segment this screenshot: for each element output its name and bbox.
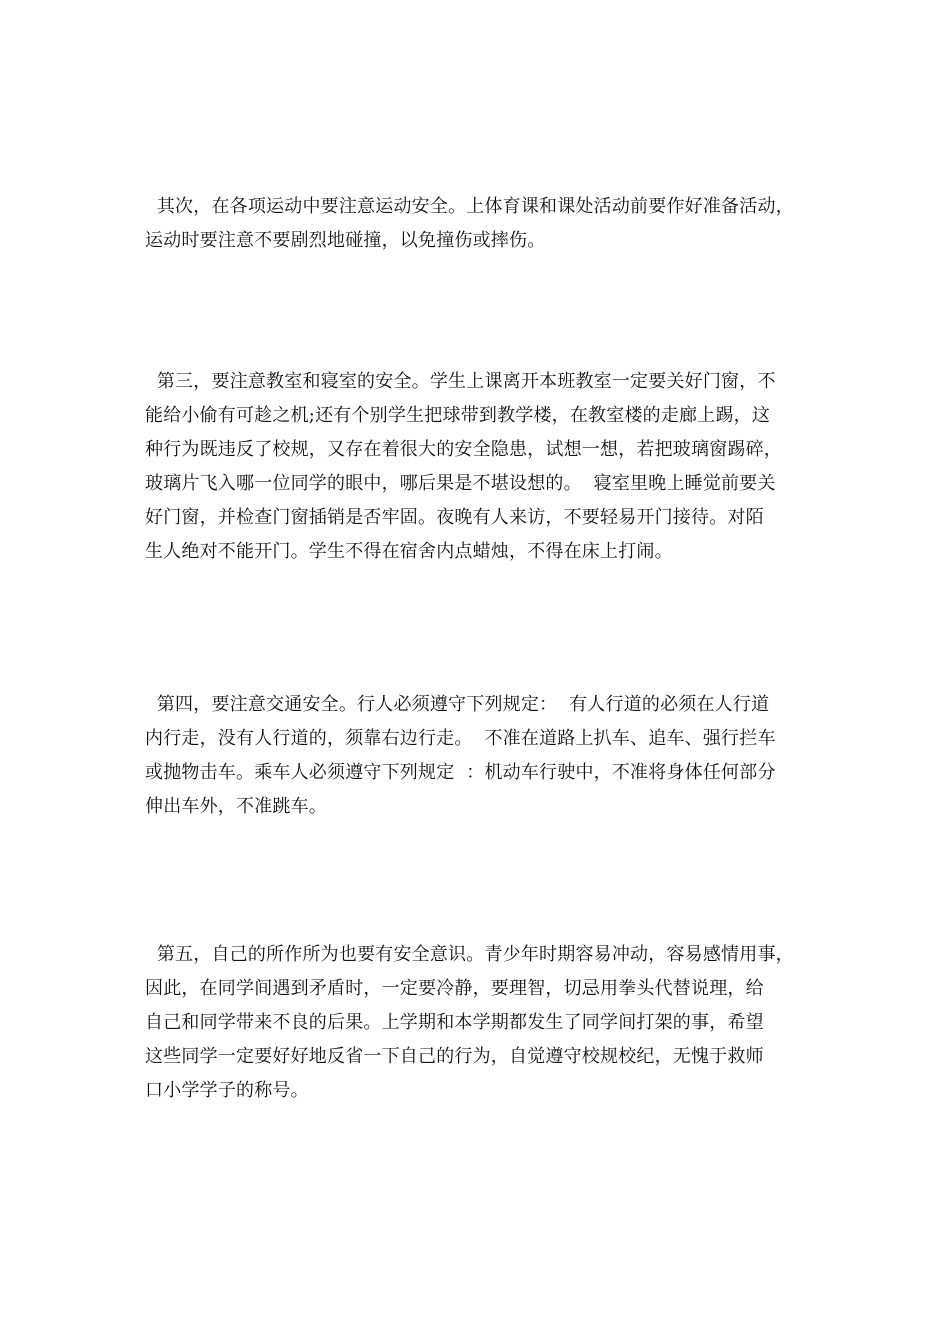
text-line: 自己和同学带来不良的后果。上学期和本学期都发生了同学间打架的事，希望 xyxy=(145,1012,764,1033)
text-line: 或抛物击车。乘车人必须遵守下列规定 ：机动车行驶中，不准将身体任何部分 xyxy=(145,762,776,783)
text-line: 内行走，没有人行道的，须靠右边行走。 不准在道路上扒车、追车、强行拦车 xyxy=(145,728,776,749)
text-line: 运动时要注意不要剧烈地碰撞，以免撞伤或摔伤。 xyxy=(145,230,546,251)
text-line: 种行为既违反了校规，又存在着很大的安全隐患，试想一想，若把玻璃窗踢碎， xyxy=(145,439,782,460)
text-line: 能给小偷有可趁之机;还有个别学生把球带到教学楼，在教室楼的走廊上踢，这 xyxy=(145,405,771,426)
text-line: 这些同学一定要好好地反省一下自己的行为，自觉遵守校规校纪，无愧于救师 xyxy=(145,1046,764,1067)
text-line: 第三，要注意教室和寝室的安全。学生上课离开本班教室一定要关好门窗，不 xyxy=(145,371,776,392)
text-line: 口小学学子的称号。 xyxy=(145,1080,309,1101)
text-line: 其次，在各项运动中要注意运动安全。上体育课和课处活动前要作好准备活动， xyxy=(145,196,794,217)
text-line: 玻璃片飞入哪一位同学的眼中，哪后果是不堪设想的。 寝室里晚上睡觉前要关 xyxy=(145,473,776,494)
text-line: 生人绝对不能开门。学生不得在宿舍内点蜡烛，不得在床上打闹。 xyxy=(145,541,673,562)
text-line: 因此，在同学间遇到矛盾时，一定要冷静，要理智，切忌用拳头代替说理，给 xyxy=(145,978,764,999)
paragraph-traffic-safety xyxy=(145,688,825,824)
text-line: 第四，要注意交通安全。行人必须遵守下列规定： 有人行道的必须在人行道 xyxy=(145,694,770,715)
text-line: 好门窗，并检查门窗插销是否牢固。夜晚有人来访，不要轻易开门接待。对陌 xyxy=(145,507,764,528)
paragraph-classroom-dorm-safety xyxy=(145,365,825,569)
text-line: 伸出车外，不准跳车。 xyxy=(145,796,327,817)
paragraph-sports-safety xyxy=(145,190,825,258)
paragraph-self-awareness xyxy=(145,938,825,1108)
text-line: 第五，自己的所作所为也要有安全意识。青少年时期容易冲动，容易感情用事， xyxy=(145,944,794,965)
